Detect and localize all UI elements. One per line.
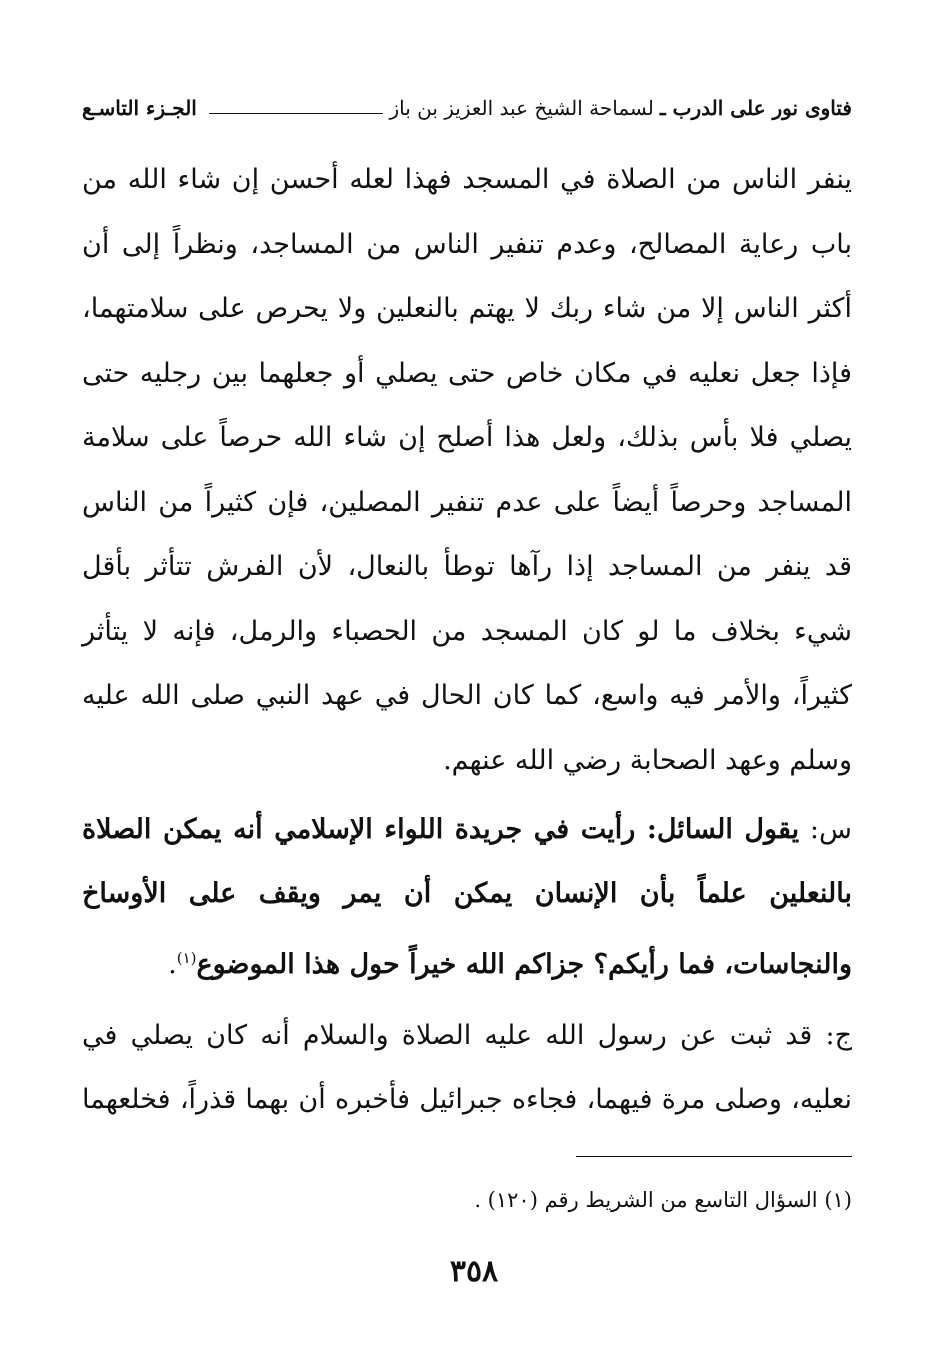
body-paragraph: ينفر الناس من الصلاة في المسجد فهذا لعله أحسن إن شاء الله من باب رعاية المصالح، وعدم تنفير الناس من المساجد، ونظراً إلى أن أكثر الناس إلا من شاء ربك لا يهتم بالنعلين ولا يحرص على سلامتهما، فإذا جعل نعليه في مكان خاص حتى يصلي أو جعلهما بين رجليه حتى يصلي فلا بأس بذلك، ولعل هذا أصلح إن شاء الله حرصاً على سلامة المساجد وحرصاً أيضاً على عدم تنفير المصلين، فإن كثيراً من الناس قد ينفر من المساجد إذا رآها توطأ بالنعال، لأن الفرش تتأثر بأقل شيء بخلاف ما لو كان المسجد من الحصباء والرمل، فإنه لا يتأثر كثيراً، والأمر فيه واسع، كما كان الحال في عهد النبي صلى الله عليه وسلم وعهد الصحابة رضي الله عنهم. — [82, 164, 852, 776]
answer-text: قد ثبت عن رسول الله عليه الصلاة والسلام أنه كان يصلي في نعليه، وصلى مرة فيهما، فجاءه جبرائيل فأخبره أن بهما قذراً، فخلعهما — [82, 1020, 852, 1115]
author-line — [197, 96, 660, 120]
book-title: فتاوى نور على الدرب ـ — [659, 96, 852, 120]
footnote: (١) السؤال التاسع من الشريط رقم (١٢٠) . — [474, 1188, 852, 1212]
answer-label: ج: — [812, 1020, 852, 1051]
footnote-divider — [576, 1156, 852, 1157]
running-header — [82, 86, 852, 130]
question-block — [82, 798, 852, 997]
question-text: يقول السائل: رأيت في جريدة اللواء الإسلامي أنه يمكن الصلاة بالنعلين علماً بأن الإنسان يمكن أن يمر ويقف على الأوساخ والنجاسات، فما رأيكم؟ جزاكم الله خيراً حول هذا الموضوع — [82, 814, 852, 980]
page-number: ٣٥٨ — [449, 1254, 499, 1289]
header-rule — [209, 113, 384, 114]
question-end: . — [168, 949, 177, 980]
question-label: س: — [799, 814, 852, 845]
footnote-reference: (١) — [176, 949, 197, 967]
author-name: لسماحة الشيخ عبد العزيز بن باز — [389, 96, 654, 120]
part-label: الجـزء التاسـع — [82, 96, 197, 120]
answer-block — [82, 1004, 852, 1132]
